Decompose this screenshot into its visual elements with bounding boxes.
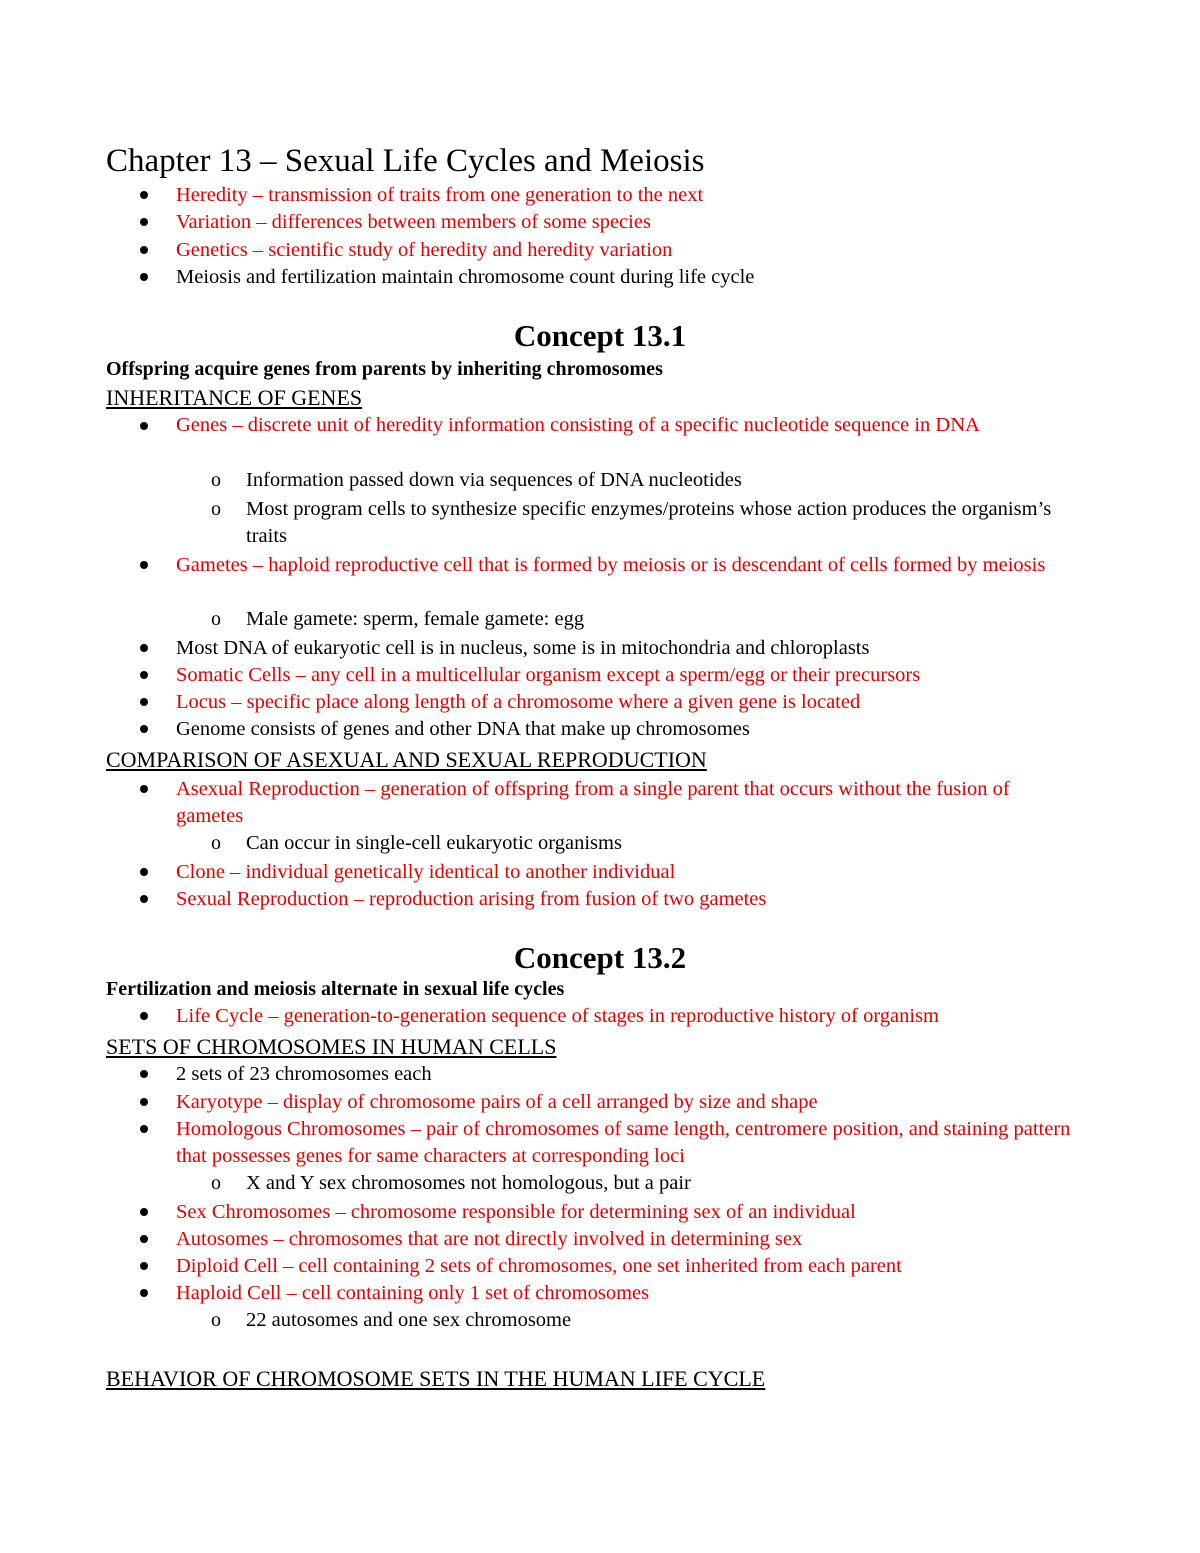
list-item: Homologous Chromosomes – pair of chromosomes of same length, centromere position, and staining pattern that possesses genes for same characters at corresponding loci bbox=[176, 1118, 1071, 1167]
list-item: Sexual Reproduction – reproduction arising from fusion of two gametes bbox=[176, 888, 767, 910]
concept-subtitle: Fertilization and meiosis alternate in sexual life cycles bbox=[106, 978, 565, 1000]
list-item: Most program cells to synthesize specific enzymes/proteins whose action produces the organism’s traits bbox=[246, 498, 1052, 547]
sub-bullet-icon: o bbox=[211, 608, 221, 630]
list-item: Genes – discrete unit of heredity information consisting of a specific nucleotide sequence in DNA bbox=[176, 414, 980, 436]
list-item: Haploid Cell – cell containing only 1 set of chromosomes bbox=[176, 1282, 650, 1304]
section-heading: INHERITANCE OF GENES bbox=[106, 385, 363, 410]
section-heading: COMPARISON OF ASEXUAL AND SEXUAL REPRODUCTION bbox=[106, 747, 707, 772]
list-item: Diploid Cell – cell containing 2 sets of chromosomes, one set inherited from each parent bbox=[176, 1255, 902, 1277]
bullet-icon bbox=[140, 218, 148, 226]
bullet-icon bbox=[140, 785, 148, 793]
bullet-icon bbox=[140, 1235, 148, 1243]
list-item: Asexual Reproduction – generation of offspring from a single parent that occurs without the fusion of gametes bbox=[176, 778, 1010, 827]
sub-bullet-icon: o bbox=[211, 832, 221, 854]
bullet-icon bbox=[140, 1125, 148, 1133]
list-item: Somatic Cells – any cell in a multicellular organism except a sperm/egg or their precursors bbox=[176, 664, 921, 686]
list-item: Heredity – transmission of traits from one generation to the next bbox=[176, 184, 704, 206]
list-item: Can occur in single-cell eukaryotic organisms bbox=[246, 832, 622, 854]
page-title: Chapter 13 – Sexual Life Cycles and Meiosis bbox=[106, 143, 705, 179]
list-item: Karyotype – display of chromosome pairs of a cell arranged by size and shape bbox=[176, 1091, 818, 1113]
list-item: Meiosis and fertilization maintain chromosome count during life cycle bbox=[176, 266, 755, 288]
bullet-icon bbox=[140, 561, 148, 569]
concept-subtitle: Offspring acquire genes from parents by inheriting chromosomes bbox=[106, 358, 663, 380]
list-item: Clone – individual genetically identical to another individual bbox=[176, 861, 676, 883]
bullet-icon bbox=[140, 1070, 148, 1078]
list-item: Information passed down via sequences of DNA nucleotides bbox=[246, 469, 742, 491]
list-item: Life Cycle – generation-to-generation sequence of stages in reproductive history of organism bbox=[176, 1005, 939, 1027]
bullet-icon bbox=[140, 1262, 148, 1270]
bullet-icon bbox=[140, 725, 148, 733]
bullet-icon bbox=[140, 1289, 148, 1297]
bullet-icon bbox=[140, 191, 148, 199]
bullet-icon bbox=[140, 698, 148, 706]
list-item: Variation – differences between members of some species bbox=[176, 211, 651, 233]
bullet-icon bbox=[140, 1208, 148, 1216]
list-item: Genetics – scientific study of heredity and heredity variation bbox=[176, 239, 673, 261]
bullet-icon bbox=[140, 644, 148, 652]
bullet-icon bbox=[140, 671, 148, 679]
list-item: Genome consists of genes and other DNA that make up chromosomes bbox=[176, 718, 750, 740]
list-item: Sex Chromosomes – chromosome responsible for determining sex of an individual bbox=[176, 1201, 856, 1223]
sub-bullet-icon: o bbox=[211, 498, 221, 520]
bullet-icon bbox=[140, 246, 148, 254]
concept-heading: Concept 13.2 bbox=[513, 940, 687, 975]
list-item: 2 sets of 23 chromosomes each bbox=[176, 1063, 432, 1085]
bullet-icon bbox=[140, 422, 148, 430]
sub-bullet-icon: o bbox=[211, 1309, 221, 1331]
bullet-icon bbox=[140, 1012, 148, 1020]
bullet-icon bbox=[140, 1098, 148, 1106]
bullet-icon bbox=[140, 895, 148, 903]
bullet-icon bbox=[140, 273, 148, 281]
section-heading: SETS OF CHROMOSOMES IN HUMAN CELLS bbox=[106, 1034, 557, 1059]
list-item: Autosomes – chromosomes that are not directly involved in determining sex bbox=[176, 1228, 803, 1250]
list-item: X and Y sex chromosomes not homologous, but a pair bbox=[246, 1172, 691, 1194]
list-item: 22 autosomes and one sex chromosome bbox=[246, 1309, 572, 1331]
sub-bullet-icon: o bbox=[211, 1172, 221, 1194]
list-item: Gametes – haploid reproductive cell that is formed by meiosis or is descendant of cells formed by meiosis bbox=[176, 554, 1046, 576]
list-item: Locus – specific place along length of a chromosome where a given gene is located bbox=[176, 691, 861, 713]
concept-heading: Concept 13.1 bbox=[513, 318, 687, 353]
sub-bullet-icon: o bbox=[211, 469, 221, 491]
list-item: Most DNA of eukaryotic cell is in nucleus, some is in mitochondria and chloroplasts bbox=[176, 637, 870, 659]
bullet-icon bbox=[140, 868, 148, 876]
list-item: Male gamete: sperm, female gamete: egg bbox=[246, 608, 585, 630]
section-heading: BEHAVIOR OF CHROMOSOME SETS IN THE HUMAN LIFE CYCLE bbox=[106, 1366, 766, 1391]
